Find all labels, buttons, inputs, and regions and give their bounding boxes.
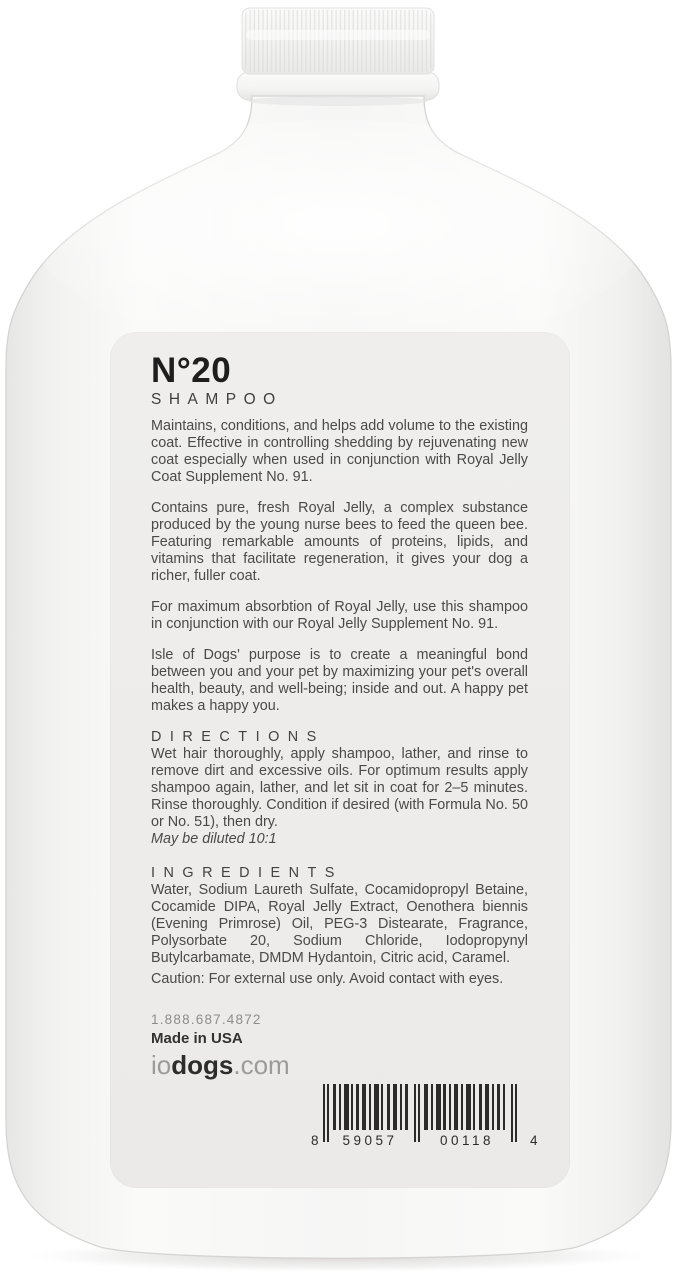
- directions-body: Wet hair thoroughly, apply shampoo, lather, and rinse to remove dirt and excessive oils. For optimum results apply shampoo again, lather, and let sit in coat for 2–5 minutes. Rinse thoroughly. Condition if desired (with Formula No. 50 or No. 51), then dry.: [151, 746, 528, 830]
- barcode-right-digit: 4: [530, 1133, 538, 1148]
- directions-heading: DIRECTIONS: [151, 729, 325, 745]
- barcode-group-left: 59057: [342, 1133, 398, 1148]
- ingredients-heading: INGREDIENTS: [151, 865, 343, 881]
- barcode-group-right: 00118: [439, 1133, 495, 1148]
- upc-barcode: [306, 1084, 546, 1150]
- bottle-cap: [242, 8, 434, 74]
- product-type: SHAMPOO: [151, 391, 283, 408]
- website-suffix: .com: [233, 1050, 290, 1080]
- directions-section: [151, 729, 528, 848]
- phone-number: 1.888.687.4872: [151, 1012, 262, 1027]
- label-footer: [151, 1012, 528, 1079]
- description-paragraph: Contains pure, fresh Royal Jelly, a complex substance produced by the young nurse bees to feed the queen bee. Featuring remarkable amounts of proteins, lipids, and vitamins that facilitate regeneration, it gives your dog a richer, fuller coat.: [151, 500, 528, 584]
- barcode-left-digit: 8: [311, 1133, 319, 1148]
- ingredients-body: Water, Sodium Laureth Sulfate, Cocamidopropyl Betaine, Cocamide DIPA, Royal Jelly Extract, Oenothera biennis (Evening Primrose) Oil, PEG-3 Distearate, Fragrance, Polysorbate 20, Sodium Chloride, Iodopropynyl Butylcarbamate, DMDM Hydantoin, Citric acid, Caramel.: [151, 882, 528, 966]
- directions-note: May be diluted 10:1: [151, 831, 277, 847]
- neck-shading: [248, 96, 428, 106]
- website-url: [151, 1051, 528, 1079]
- description-paragraph: For maximum absorbtion of Royal Jelly, use this shampoo in conjunction with our Royal Jelly Supplement No. 91.: [151, 599, 528, 632]
- description-paragraph: Maintains, conditions, and helps add volume to the existing coat. Effective in controlling shedding by rejuvenating new coat especially when used in conjunction with Royal Jelly Coat Supplement No. 91.: [151, 418, 528, 485]
- cap-ribs: [244, 10, 432, 72]
- made-in-text: Made in USA: [151, 1030, 243, 1047]
- ingredients-section: [151, 865, 528, 967]
- website-domain: dogs: [171, 1050, 234, 1080]
- description-paragraph: Isle of Dogs' purpose is to create a meaningful bond between you and your pet by maximizing your pet's overall health, beauty, and well-being; inside and out. A happy pet makes a happy you.: [151, 647, 528, 714]
- shoulder-highlight: [33, 120, 643, 350]
- barcode-graphic: [306, 1084, 546, 1150]
- product-label: [110, 332, 570, 1188]
- website-prefix: io: [151, 1050, 172, 1080]
- caution-text: Caution: For external use only. Avoid contact with eyes.: [151, 971, 504, 987]
- product-number: N°20: [151, 351, 232, 390]
